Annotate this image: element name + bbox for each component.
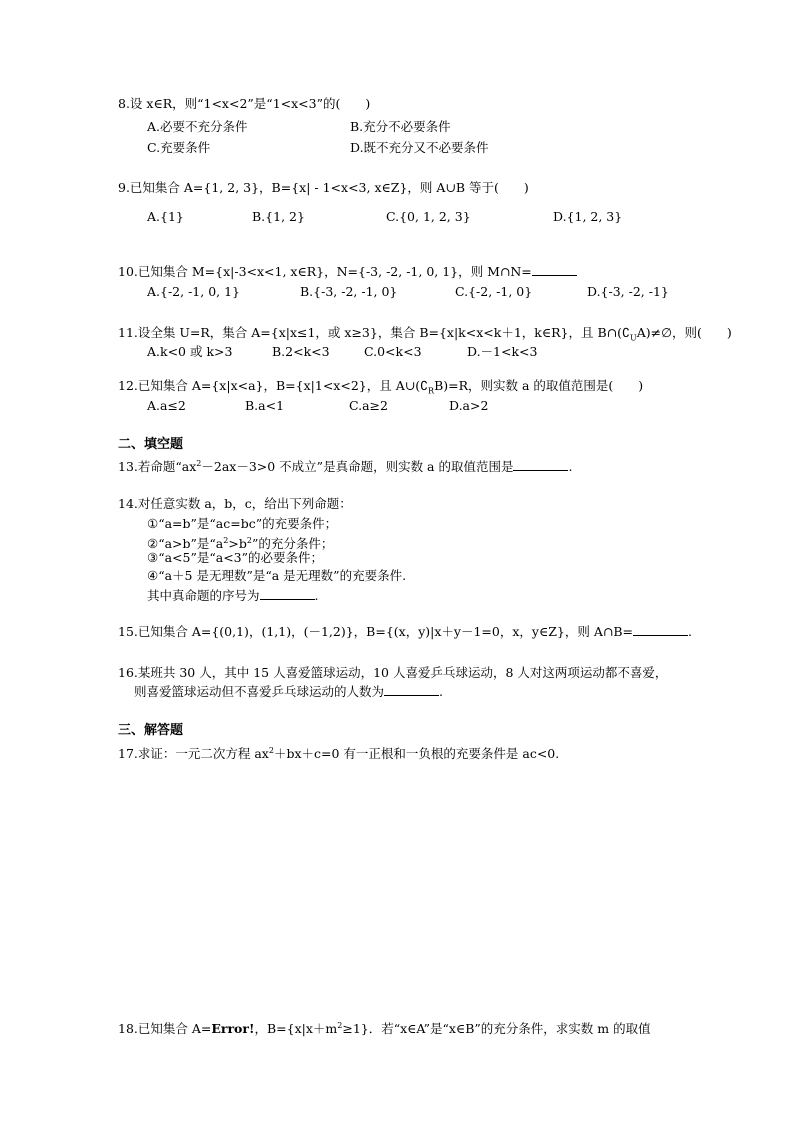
question-14-item-4: ④“a＋5 是无理数”是“a 是无理数”的充要条件. — [147, 568, 407, 583]
question-10-option-d: D.{-3, -2, -1} — [587, 284, 669, 299]
answer-blank[interactable] — [633, 624, 688, 636]
question-12-stem-part1: 12.已知集合 A={x|x<a}，B={x|1<x<2}，且 A∪(∁ — [118, 378, 429, 393]
question-10-option-b: B.{-3, -2, -1, 0} — [300, 284, 398, 299]
question-10-stem-text: 10.已知集合 M={x|-3<x<1, x∈R}，N={-3, -2, -1, 0, 1}，则 M∩N= — [118, 264, 532, 279]
question-13 — [118, 456, 572, 475]
question-18-part3: ≥1}．若“x∈A”是“x∈B”的充分条件，求实数 m 的取值 — [342, 1021, 651, 1037]
question-11-option-a: A.k<0 或 k>3 — [147, 344, 233, 359]
question-11-subscript: U — [629, 333, 637, 343]
question-15-period: . — [687, 624, 692, 639]
question-12-stem-part2: B)=R，则实数 a 的取值范围是( ) — [434, 378, 644, 393]
question-9-option-b: B.{1, 2} — [252, 209, 305, 224]
question-10-option-a: A.{-2, -1, 0, 1} — [147, 284, 241, 299]
question-8-option-a: A.必要不充分条件 — [147, 119, 248, 134]
question-12-stem — [118, 378, 643, 400]
question-11-option-b: B.2<k<3 — [272, 344, 330, 359]
question-15-text: 15.已知集合 A={(0,1)，(1,1)，(－1,2)}，B={(x，y)|x＋y－1=0，x，y∈Z}，则 A∩B= — [118, 624, 633, 639]
question-12-option-d: D.a>2 — [449, 398, 489, 413]
question-8-option-b: B.充分不必要条件 — [350, 119, 451, 134]
answer-blank[interactable] — [384, 684, 439, 696]
question-12-option-c: C.a≥2 — [349, 398, 388, 413]
question-8-stem: 8.设 x∈R，则“1<x<2”是“1<x<3”的( ) — [118, 96, 371, 111]
question-11-stem-part1: 11.设全集 U=R，集合 A={x|x≤1，或 x≥3}，集合 B={x|k<x<k＋1，k∈R}，且 B∩(∁ — [118, 325, 630, 340]
answer-blank[interactable] — [260, 588, 315, 600]
question-14-period: . — [314, 588, 319, 603]
superscript: 2 — [268, 746, 274, 755]
question-13-part2: －2ax－3>0 不成立”是真命题，则实数 a 的取值范围是 — [201, 459, 514, 475]
question-9-stem: 9.已知集合 A={1, 2, 3}，B={x| - 1<x<3, x∈Z}，则 A∪B 等于( ) — [118, 180, 529, 195]
section-heading-fill-in: 二、填空题 — [118, 437, 184, 452]
question-8-option-d: D.既不充分又不必要条件 — [350, 140, 489, 155]
item-2-part1: ②“a>b”是“a — [147, 536, 224, 552]
question-16-line-2-text: 则喜爱篮球运动但不喜爱乒乓球运动的人数为 — [134, 684, 385, 699]
question-14-tail-text: 其中真命题的序号为 — [147, 588, 260, 603]
question-13-part1: 13.若命题“ax — [118, 459, 197, 475]
question-16-period: . — [439, 684, 443, 699]
question-9-option-d: D.{1, 2, 3} — [553, 209, 623, 224]
question-10-stem — [118, 264, 577, 280]
question-13-period: . — [568, 459, 573, 475]
question-14-item-3: ③“a<5”是“a<3”的必要条件； — [147, 550, 324, 565]
question-18-part1: 18.已知集合 A= — [118, 1021, 212, 1037]
question-11-stem-part2: A)≠∅，则( ) — [636, 325, 732, 340]
question-14-tail — [147, 588, 319, 604]
question-12-subscript: R — [428, 386, 435, 396]
question-17-part1: 17.求证：一元二次方程 ax — [118, 746, 269, 762]
question-9-option-a: A.{1} — [147, 209, 184, 224]
superscript: 2 — [223, 536, 229, 545]
item-2-part3: ”的充分条件； — [251, 536, 334, 552]
item-2-part2: >b — [228, 536, 247, 552]
question-10-option-c: C.{-2, -1, 0} — [455, 284, 533, 299]
question-16-line-2 — [134, 684, 443, 700]
question-16-line-1: 16.某班共 30 人，其中 15 人喜爱篮球运动，10 人喜爱乒乓球运动，8 人对这两项运动都不喜爱， — [118, 665, 668, 680]
question-9-option-c: C.{0, 1, 2, 3} — [386, 209, 471, 224]
question-12-option-a: A.a≤2 — [147, 398, 186, 413]
question-12-option-b: B.a<1 — [245, 398, 285, 413]
question-18-part2: ，B={x|x＋m — [254, 1021, 338, 1037]
question-17 — [118, 743, 559, 762]
question-14-stem: 14.对任意实数 a，b，c，给出下列命题： — [118, 496, 352, 511]
section-heading-solutions: 三、解答题 — [118, 723, 184, 738]
question-8-option-c: C.充要条件 — [147, 140, 211, 155]
error-field: Error! — [211, 1021, 255, 1037]
superscript: 2 — [246, 536, 252, 545]
question-17-part2: ＋bx＋c=0 有一正根和一负根的充要条件是 ac<0. — [273, 746, 560, 762]
question-14-item-1: ①“a=b”是“ac=bc”的充要条件； — [147, 516, 338, 531]
answer-blank[interactable] — [513, 459, 568, 471]
superscript: 2 — [337, 1021, 343, 1030]
question-11-option-d: D.－1<k<3 — [467, 344, 538, 359]
superscript: 2 — [196, 459, 202, 468]
question-18 — [118, 1018, 651, 1037]
question-15 — [118, 624, 692, 640]
answer-blank[interactable] — [532, 264, 577, 276]
question-11-option-c: C.0<k<3 — [364, 344, 422, 359]
